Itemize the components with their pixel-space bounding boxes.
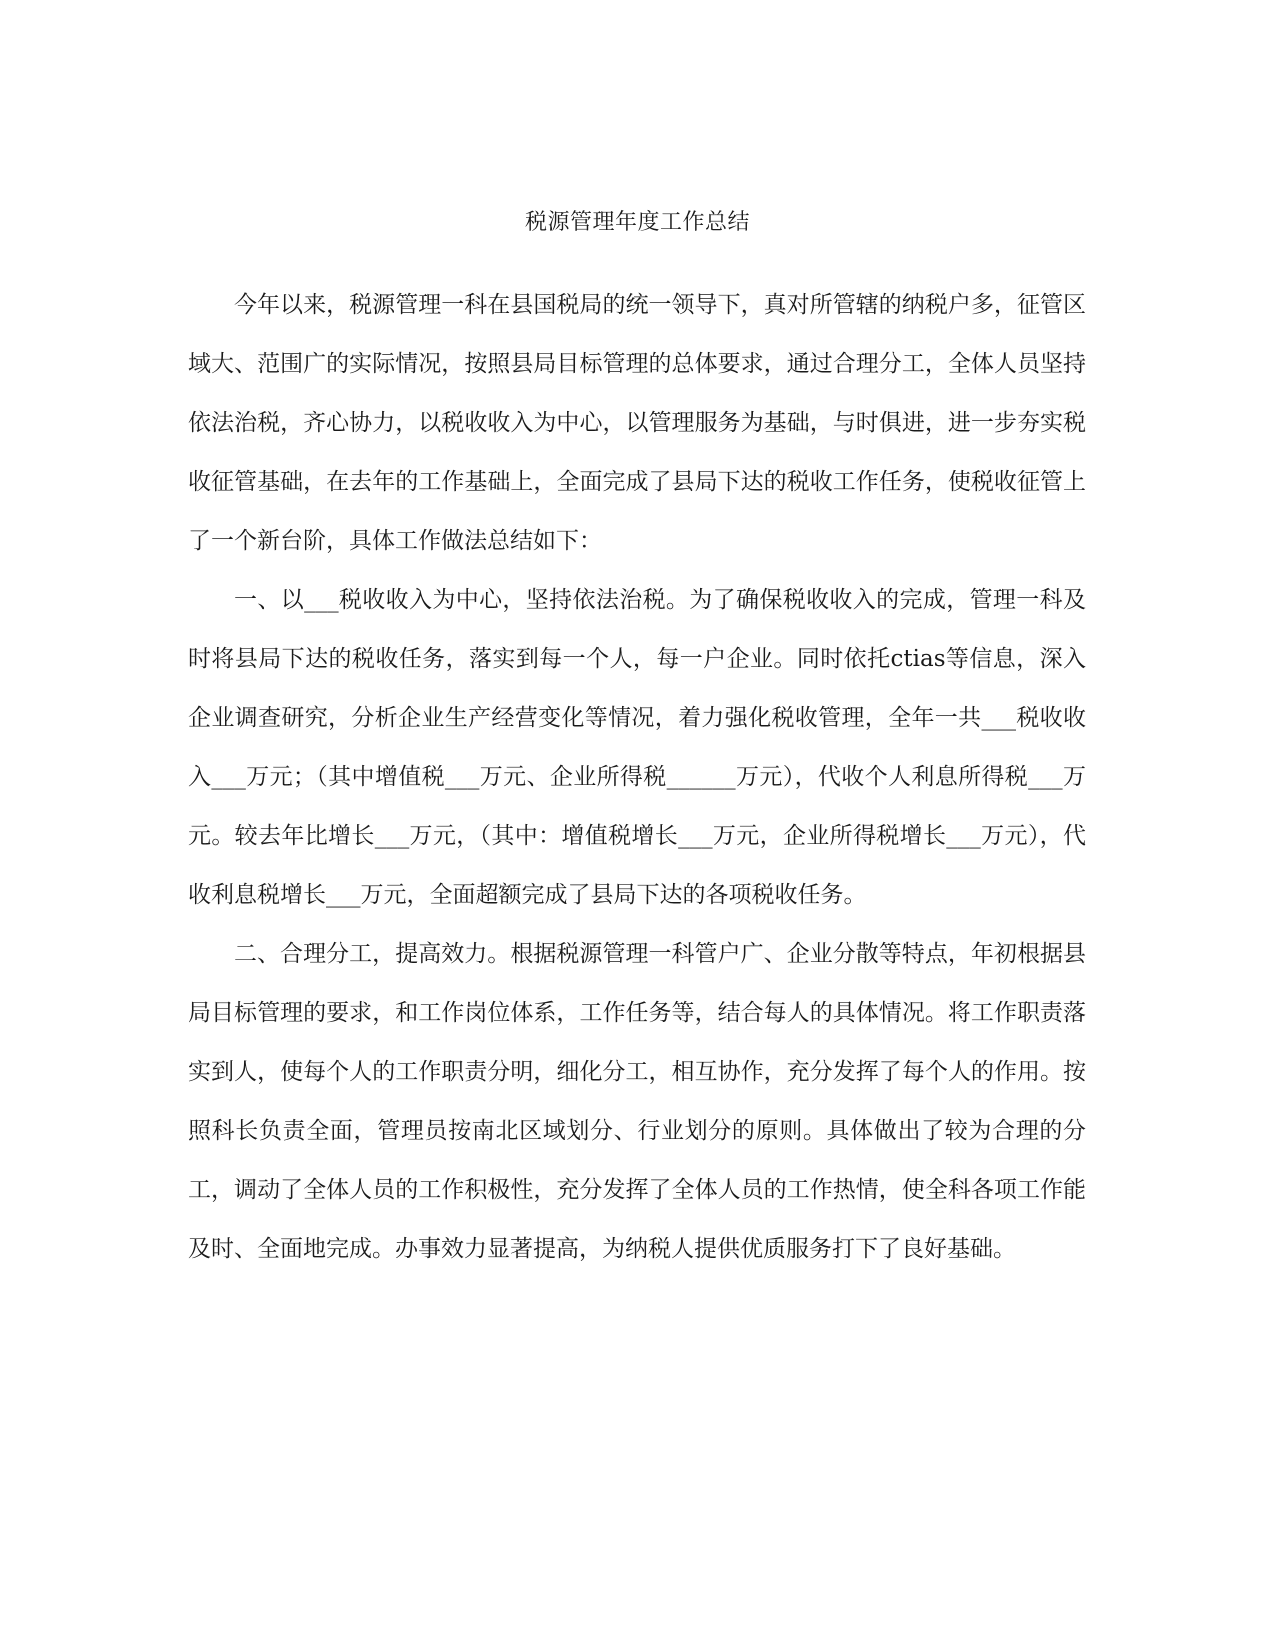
paragraph-section-2: 二、合理分工，提高效力。根据税源管理一科管户广、企业分散等特点，年初根据县局目标管理的要求，和工作岗位体系，工作任务等，结合每人的具体情况。将工作职责落实到人，使每个人的工作职责分明，细化分工，相互协作，充分发挥了每个人的作用。按照科长负责全面，管理员按南北区域划分、行业划分的原则。具体做出了较为合理的分工，调动了全体人员的工作积极性，充分发挥了全体人员的工作热情，使全科各项工作能及时、全面地完成。办事效力显著提高，为纳税人提供优质服务打下了良好基础。	[188, 941, 1086, 1262]
paragraph-intro: 今年以来，税源管理一科在县国税局的统一领导下，真对所管辖的纳税户多，征管区域大、范围广的实际情况，按照县局目标管理的总体要求，通过合理分工，全体人员坚持依法治税，齐心协力，以税收收入为中心，以管理服务为基础，与时俱进，进一步夯实税收征管基础，在去年的工作基础上，全面完成了县局下达的税收工作任务，使税收征管上了一个新台阶，具体工作做法总结如下：	[188, 292, 1086, 554]
document-body	[188, 276, 1086, 1279]
document-title: 税源管理年度工作总结	[524, 210, 750, 235]
paragraph-section-1: 一、以___税收收入为中心，坚持依法治税。为了确保税收收入的完成，管理一科及时将县局下达的税收任务，落实到每一个人，每一户企业。同时依托ctias等信息，深入企业调查研究，分析企业生产经营变化等情况，着力强化税收管理，全年一共___税收收入___万元；（其中增值税___万元、企业所得税______万元），代收个人利息所得税___万元。较去年比增长___万元，（其中：增值税增长___万元，企业所得税增长___万元），代收利息税增长___万元，全面超额完成了县局下达的各项税收任务。	[188, 587, 1086, 908]
